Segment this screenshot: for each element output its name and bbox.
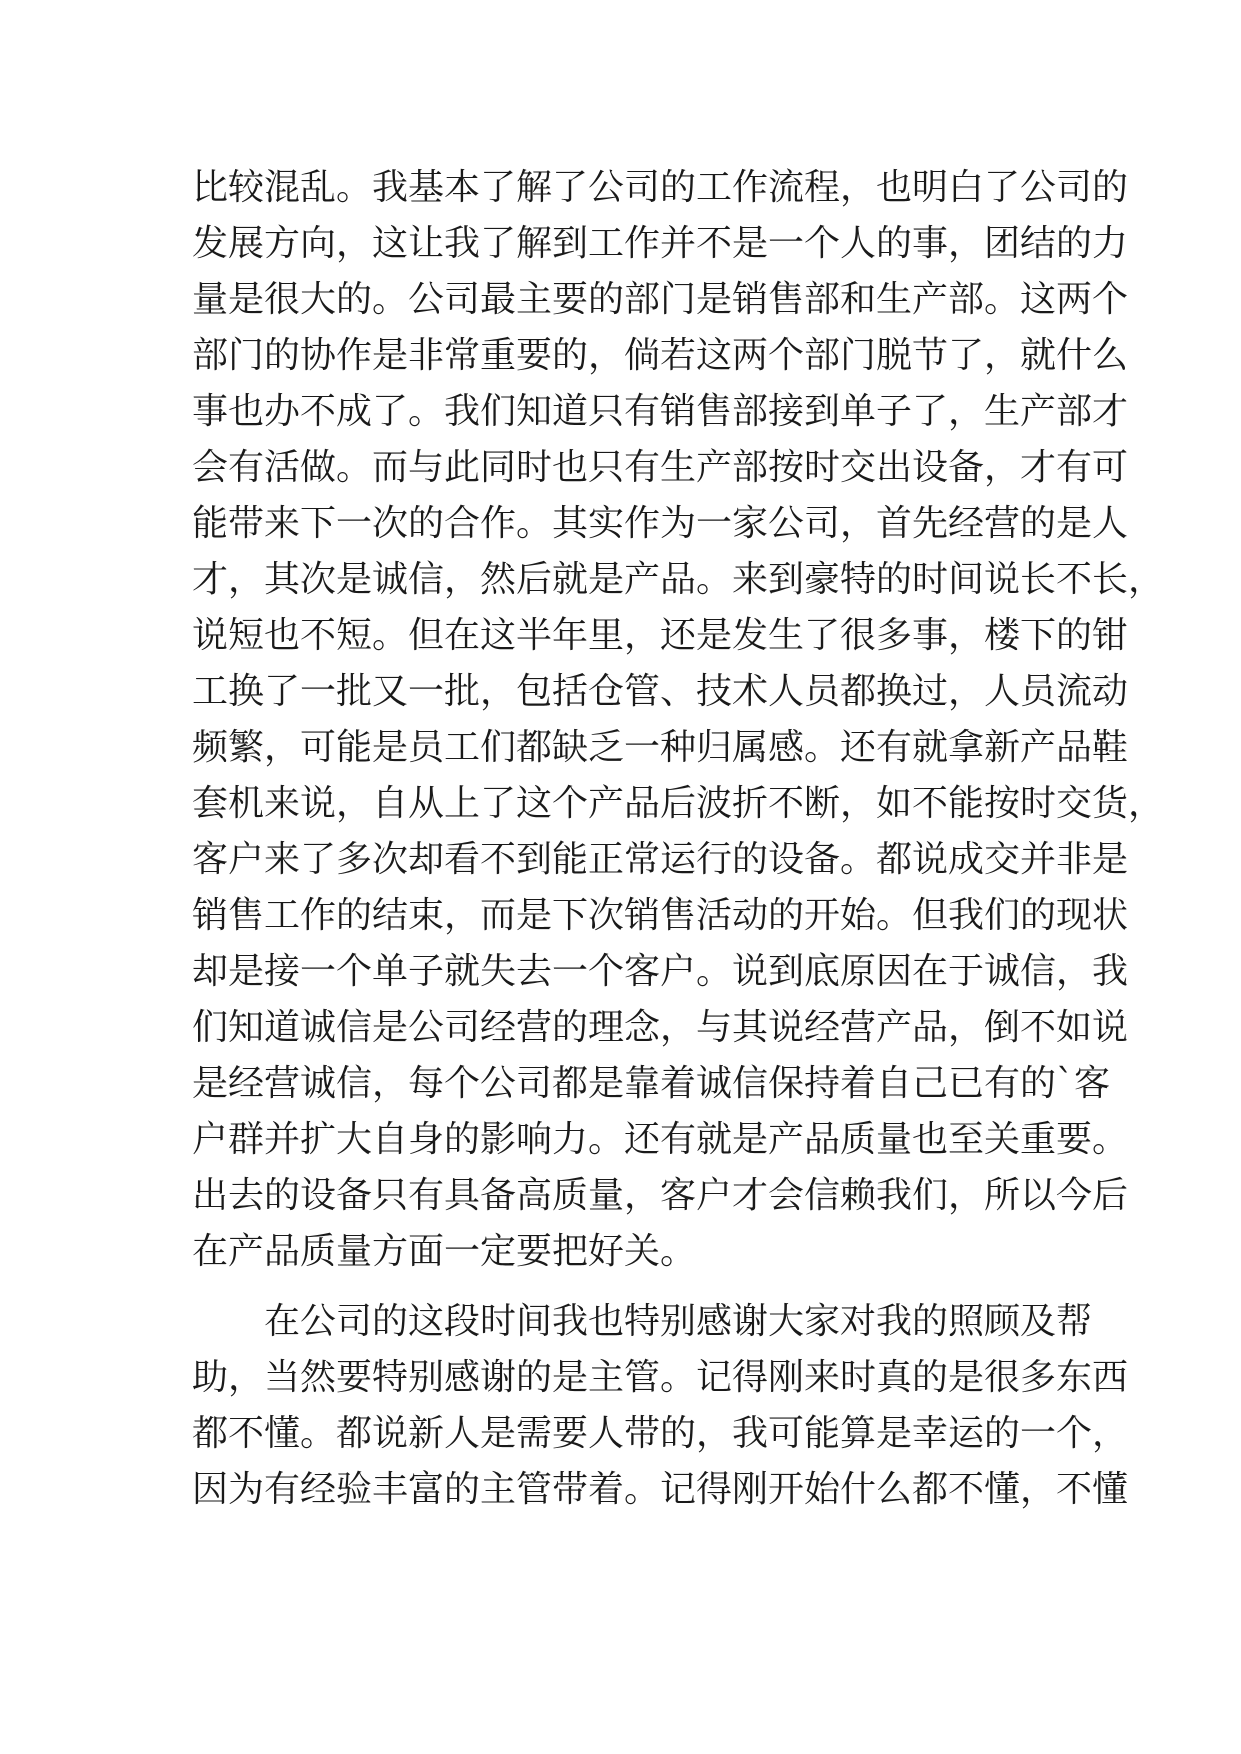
text-line: 因为有经验丰富的主管带着。记得刚开始什么都不懂，不懂 bbox=[192, 1469, 1129, 1510]
text-line: 比较混乱。我基本了解了公司的工作流程，也明白了公司的 bbox=[192, 167, 1129, 208]
text-line: 才，其次是诚信，然后就是产品。来到豪特的时间说长不长， bbox=[192, 559, 1165, 600]
text-line: 部门的协作是非常重要的，倘若这两个部门脱节了，就什么 bbox=[192, 335, 1129, 376]
text-line: 量是很大的。公司最主要的部门是销售部和生产部。这两个 bbox=[192, 279, 1129, 320]
text-line: 会有活做。而与此同时也只有生产部按时交出设备，才有可 bbox=[192, 447, 1129, 488]
text-line: 套机来说，自从上了这个产品后波折不断，如不能按时交货， bbox=[192, 783, 1165, 824]
paragraph-1 bbox=[192, 160, 1165, 1280]
text-line: 客户来了多次却看不到能正常运行的设备。都说成交并非是 bbox=[192, 839, 1129, 880]
text-line: 出去的设备只有具备高质量，客户才会信赖我们，所以今后 bbox=[192, 1175, 1129, 1216]
text-line: 能带来下一次的合作。其实作为一家公司，首先经营的是人 bbox=[192, 503, 1129, 544]
text-line: 工换了一批又一批，包括仓管、技术人员都换过，人员流动 bbox=[192, 671, 1129, 712]
text-line: 是经营诚信，每个公司都是靠着诚信保持着自己已有的`客 bbox=[192, 1063, 1111, 1104]
text-line: 却是接一个单子就失去一个客户。说到底原因在于诚信，我 bbox=[192, 951, 1129, 992]
text-line: 频繁，可能是员工们都缺乏一种归属感。还有就拿新产品鞋 bbox=[192, 727, 1129, 768]
text-line: 在产品质量方面一定要把好关。 bbox=[192, 1231, 697, 1272]
text-line: 销售工作的结束，而是下次销售活动的开始。但我们的现状 bbox=[192, 895, 1129, 936]
paragraph-gap bbox=[192, 1280, 1072, 1294]
text-line: 们知道诚信是公司经营的理念，与其说经营产品，倒不如说 bbox=[192, 1007, 1129, 1048]
text-line: 户群并扩大自身的影响力。还有就是产品质量也至关重要。 bbox=[192, 1119, 1129, 1160]
text-line: 在公司的这段时间我也特别感谢大家对我的照顾及帮 bbox=[264, 1301, 1093, 1342]
paragraph-2 bbox=[192, 1294, 1129, 1518]
text-line: 说短也不短。但在这半年里，还是发生了很多事，楼下的钳 bbox=[192, 615, 1129, 656]
text-line: 都不懂。都说新人是需要人带的，我可能算是幸运的一个， bbox=[192, 1413, 1129, 1454]
text-line: 事也办不成了。我们知道只有销售部接到单子了，生产部才 bbox=[192, 391, 1129, 432]
document-body bbox=[192, 160, 1165, 1518]
text-line: 助，当然要特别感谢的是主管。记得刚来时真的是很多东西 bbox=[192, 1357, 1129, 1398]
text-line: 发展方向，这让我了解到工作并不是一个人的事，团结的力 bbox=[192, 223, 1129, 264]
